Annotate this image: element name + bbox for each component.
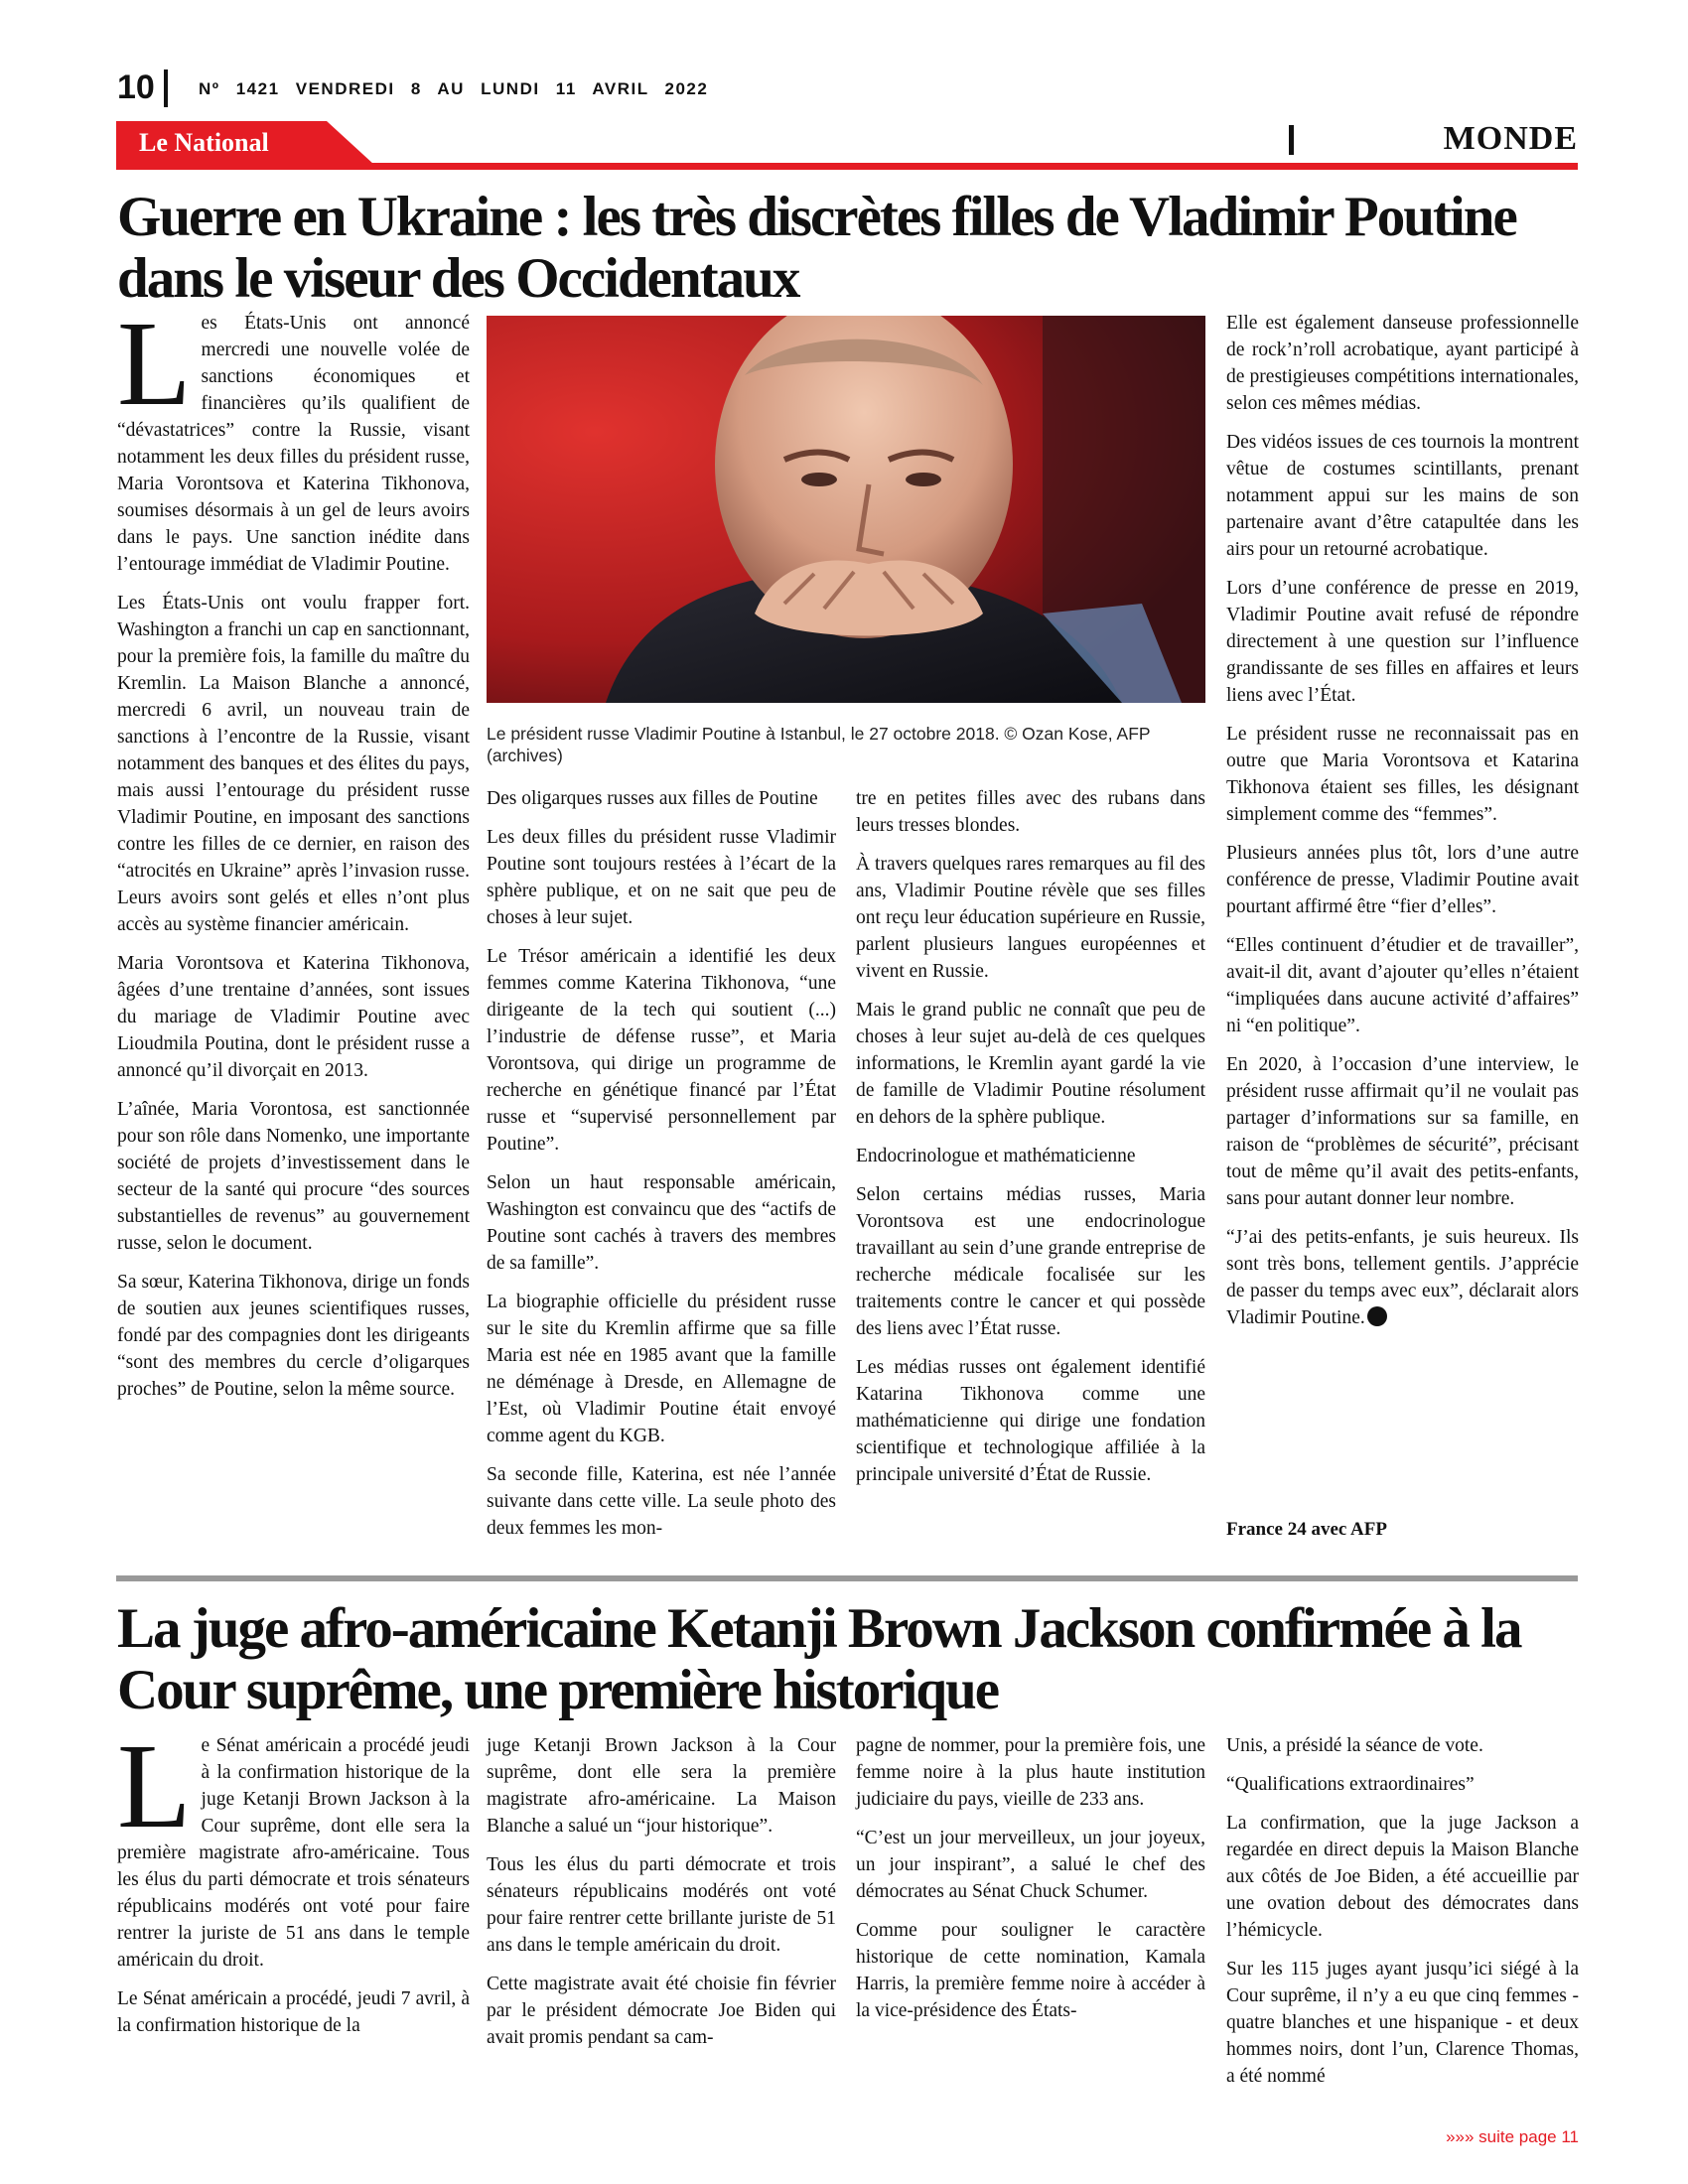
subheading: Endocrinologue et mathématicienne: [856, 1146, 1136, 1166]
paragraph: Selon certains médias russes, Maria Vorontsova est une endocrinologue travaillant au sein d’une grande entreprise de recherche médicale focalisée sur les traitements contre le cancer et qui possède des liens avec l’État russe.: [856, 1184, 1205, 1339]
section-name: MONDE: [1443, 120, 1578, 157]
paragraph: Selon un haut responsable américain, Washington est convaincu que des “actifs de Poutine sont cachés à travers des membres de sa famille”.: [487, 1172, 836, 1274]
photo-caption: Le président russe Vladimir Poutine à Istanbul, le 27 octobre 2018. © Ozan Kose, AFP (archives): [487, 724, 1151, 765]
paragraph: Les États-Unis ont voulu frapper fort. Washington a franchi un cap en sanctionnant, pour la première fois, la famille du maître du Kremlin. La Maison Blanche a annoncé, mercredi 6 avril, un nouveau train de sanctions à l’encontre de la Russie, visant notamment des banques et des élites du pays, mais aussi l’entourage du président russe Vladimir Poutine, en imposant des sanctions contre les filles de ce dernier, en raison des “atrocités en Ukraine” après l’invasion russe. Leurs avoirs sont gelés et elles n’ont plus accès au système financier américain.: [117, 593, 470, 935]
paragraph: Comme pour souligner le caractère historique de cette nomination, Kamala Harris, la première femme noire à accéder à la vice-présidence des États-: [856, 1920, 1205, 2021]
paragraph: Les deux filles du président russe Vladimir Poutine sont toujours restées à l’écart de la sphère publique, et on ne sait que peu de choses à leur sujet.: [487, 827, 836, 928]
continued-link[interactable]: »»» suite page 11: [1446, 2127, 1579, 2146]
paragraph: tre en petites filles avec des rubans dans leurs tresses blondes.: [856, 788, 1205, 836]
article1-headline: Guerre en Ukraine : les très discrètes filles de Vladimir Poutine dans le viseur des Occidentaux: [117, 186, 1516, 310]
paragraph: Le Trésor américain a identifié les deux femmes comme Katerina Tikhonova, “une dirigeante de la tech qui soutient (...) l’industrie de défense russe”, et Maria Vorontsova, qui dirige un programme de recherche en génétique financé par l’État russe et “supervisé personnellement par Poutine”.: [487, 946, 836, 1155]
subheading: “Qualifications extraordinaires”: [1226, 1774, 1475, 1795]
putin-photo-illustration: [487, 316, 1205, 703]
subheading: Des oligarques russes aux filles de Poutine: [487, 788, 818, 809]
paragraph: L’aînée, Maria Vorontosa, est sanctionnée pour son rôle dans Nomenko, une importante société de projets d’investissement dans le secteur de la santé qui procure “des sources substantielles de revenus” au gouvernement russe, selon le document.: [117, 1099, 470, 1254]
paragraph: Sa sœur, Katerina Tikhonova, dirige un fonds de soutien aux jeunes scientifiques russes, fondé par des compagnies dont les dirigeants “sont des membres du cercle d’oligarques proches” de Poutine, selon la même source.: [117, 1272, 470, 1400]
page-number: 10: [117, 68, 155, 106]
article1-column-4: [1226, 310, 1579, 1343]
paragraph: es États-Unis ont annoncé mercredi une nouvelle volée de sanctions économiques et financières qu’ils qualifient de “dévastatrices” contre la Russie, visant notamment les deux filles du président russe, Maria Vorontsova et Katerina Tikhonova, soumises désormais à un gel de leurs avoirs dans le pays. Une sanction inédite dans l’entourage immédiat de Vladimir Poutine.: [117, 313, 470, 575]
paragraph: Elle est également danseuse professionnelle de rock’n’roll acrobatique, ayant participé à de prestigieuses compétitions internationales, selon ces mêmes médias.: [1226, 313, 1579, 414]
paragraph: pagne de nommer, pour la première fois, une femme noire à la plus haute institution judiciaire du pays, vieille de 233 ans.: [856, 1735, 1205, 1810]
article1-column-3: [856, 785, 1205, 1500]
end-of-article-icon: [1367, 1306, 1387, 1326]
paragraph: Lors d’une conférence de presse en 2019, Vladimir Poutine avait refusé de répondre directement à une question sur l’influence grandissante de ses filles en affaires et leurs liens avec l’État.: [1226, 578, 1579, 706]
paragraph: Le Sénat américain a procédé, jeudi 7 avril, à la confirmation historique de la: [117, 1988, 470, 2036]
paragraph: Le président russe ne reconnaissait pas en outre que Maria Vorontsova et Katarina Tikhonova étaient ses filles, les désignant simplement comme des “femmes”.: [1226, 724, 1579, 825]
paragraph: Des vidéos issues de ces tournois la montrent vêtue de costumes scintillants, prenant notamment appui sur les mains de son partenaire avant d’être catapultée dans les airs pour un retourné acrobatique.: [1226, 432, 1579, 560]
paragraph: À travers quelques rares remarques au fil des ans, Vladimir Poutine révèle que ses filles ont reçu leur éducation supérieure en Russie, parlent plusieurs langues européennes et vivent en Russie.: [856, 854, 1205, 982]
paragraph-last: [1226, 1224, 1579, 1331]
article1-dropcap: L: [117, 297, 192, 431]
article2-dropcap: L: [117, 1719, 192, 1853]
article2-headline: La juge afro-américaine Ketanji Brown Jackson confirmée à la Cour suprême, une première historique: [117, 1597, 1521, 1721]
paragraph: La biographie officielle du président russe sur le site du Kremlin affirme que sa fille Maria est née en 1985 avant que la famille ne déménage à Dresde, en Allemagne de l’Est, où Vladimir Poutine était envoyé comme agent du KGB.: [487, 1292, 836, 1446]
article2-column-4: [1226, 1732, 1579, 2102]
paragraph: Unis, a présidé la séance de vote.: [1226, 1735, 1483, 1756]
paragraph: Plusieurs années plus tôt, lors d’une autre conférence de presse, Vladimir Poutine avait pourtant affirmé être “fier d’elles”.: [1226, 843, 1579, 917]
putin-photo: [487, 316, 1205, 703]
section-divider: [1289, 125, 1294, 155]
paragraph: “C’est un jour merveilleux, un jour joyeux, un jour inspirant”, a salué le chef des démocrates au Sénat Chuck Schumer.: [856, 1828, 1205, 1902]
article2-column-2: [487, 1732, 836, 2063]
paragraph: Sa seconde fille, Katerina, est née l’année suivante dans cette ville. La seule photo des deux femmes les mon-: [487, 1464, 836, 1539]
article1-signature: France 24 avec AFP: [1226, 1519, 1387, 1540]
paragraph: “Elles continuent d’étudier et de travailler”, avait-il dit, avant d’ajouter qu’elles n’étaient “impliquées dans aucune activité d’affaires” ni “en politique”.: [1226, 935, 1579, 1036]
paragraph: La confirmation, que la juge Jackson a regardée en direct depuis la Maison Blanche aux côtés de Joe Biden, a été accueillie par une ovation debout des démocrates dans l’hémicycle.: [1226, 1813, 1579, 1941]
article2-column-1: [117, 1719, 470, 2051]
paragraph: Tous les élus du parti démocrate et trois sénateurs républicains modérés ont voté pour faire rentrer cette brillante juriste de 51 ans dans le temple américain du droit.: [487, 1854, 836, 1956]
paragraph: juge Ketanji Brown Jackson à la Cour suprême, dont elle sera la première magistrate afro-américaine. La Maison Blanche a salué un “jour historique”.: [487, 1735, 836, 1837]
paragraph: Mais le grand public ne connaît que peu de choses à leur sujet au-delà de ces quelques informations, le Kremlin ayant gardé la vie de famille de Vladimir Poutine résolument en dehors de la sphère publique.: [856, 1000, 1205, 1128]
article-separator: [116, 1575, 1578, 1581]
paragraph: Sur les 115 juges ayant jusqu’ici siégé à la Cour suprême, il n’y a eu que cinq femmes - quatre blanches et une hispanique - et deux hommes noirs, dont l’un, Clarence Thomas, a été nommé: [1226, 1959, 1579, 2087]
article1-column-1: [117, 297, 470, 1415]
paragraph: Les médias russes ont également identifié Katarina Tikhonova comme une mathématicienne qui dirige une fondation scientifique et technologique affiliée à la principale université d’État de Russie.: [856, 1357, 1205, 1485]
paragraph-text: “J’ai des petits-enfants, je suis heureux. Ils sont très bons, tellement gentils. J’apprécie de passer du temps avec eux”, déclarait alors Vladimir Poutine.: [1226, 1227, 1579, 1328]
paragraph: En 2020, à l’occasion d’une interview, le président russe affirmait qu’il ne voulait pas partager d’informations sur sa famille, en raison de “problèmes de sécurité”, précisant tout de même qu’il avait des petits-enfants, sans pour autant donner leur nombre.: [1226, 1054, 1579, 1209]
header-rule: [116, 163, 1578, 170]
article2-column-3: [856, 1732, 1205, 2036]
issue-date: Nº 1421 VENDREDI 8 AU LUNDI 11 AVRIL 2022: [199, 79, 709, 98]
brand-name: Le National: [139, 128, 269, 157]
paragraph: Cette magistrate avait été choisie fin février par le président démocrate Joe Biden qui avait promis pendant sa cam-: [487, 1974, 836, 2048]
paragraph: Maria Vorontsova et Katerina Tikhonova, âgées d’une trentaine d’années, sont issues du mariage de Vladimir Poutine avec Lioudmila Poutina, dont le président russe a annoncé qu’il divorçait en 2013.: [117, 953, 470, 1081]
paragraph: e Sénat américain a procédé jeudi à la confirmation historique de la juge Ketanji Brown Jackson à la Cour suprême, dont elle sera la première magistrate afro-américaine. Tous les élus du parti démocrate et trois sénateurs républicains modérés ont voté pour faire rentrer la juriste de 51 ans dans le temple américain du droit.: [117, 1735, 470, 1971]
header-divider: [164, 69, 168, 107]
article1-column-2: [487, 785, 836, 1554]
